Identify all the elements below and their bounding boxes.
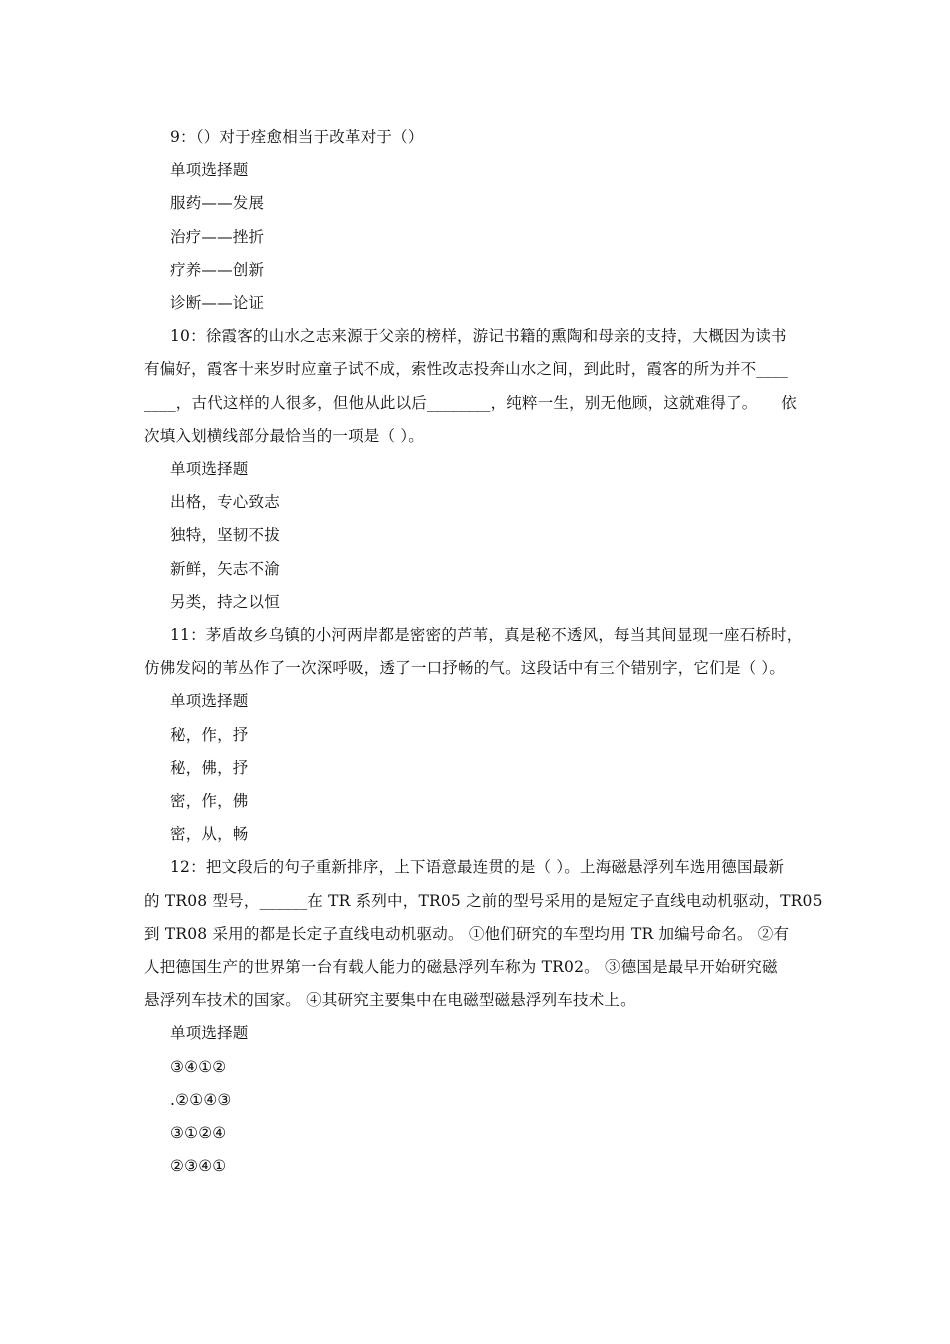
question-11 [144, 619, 808, 851]
answer-option[interactable]: ③①②④ [170, 1124, 227, 1143]
question-type-label: 单项选择题 [170, 1024, 249, 1043]
answer-option[interactable]: 独特，坚韧不拔 [170, 526, 280, 545]
question-stem-line: 仿佛发闷的苇丛作了一次深呼吸，透了一口抒畅的气。这段话中有三个错别字，它们是（ ）。 [144, 659, 786, 678]
answer-option[interactable]: 新鲜，矢志不渝 [170, 559, 280, 578]
question-type-label: 单项选择题 [170, 161, 249, 180]
question-stem-line: 人把德国生产的世界第一台有载人能力的磁悬浮列车称为 TR02。 ③德国是最早开始研究磁 [144, 958, 778, 977]
question-10 [144, 320, 808, 619]
answer-option[interactable]: 密，从，畅 [170, 825, 249, 844]
answer-option[interactable]: 治疗——挫折 [170, 227, 265, 246]
question-type-label: 单项选择题 [170, 692, 249, 711]
answer-option[interactable]: 疗养——创新 [170, 260, 265, 279]
question-stem-line: 11：茅盾故乡乌镇的小河两岸都是密密的芦苇，真是秘不透风，每当其间显现一座石桥时， [170, 626, 803, 645]
question-stem-line: 到 TR08 采用的都是长定子直线电动机驱动。 ①他们研究的车型均用 TR 加编号命名。 ②有 [144, 924, 790, 943]
question-12 [144, 851, 823, 1183]
question-list [144, 121, 823, 1184]
answer-option[interactable]: 另类，持之以恒 [170, 592, 280, 611]
question-type-label: 单项选择题 [170, 460, 249, 479]
question-9 [144, 121, 808, 320]
question-stem-line: ____，古代这样的人很多，但他从此以后________，纯粹一生，别无他顾，这就难得了。 依 [144, 393, 797, 412]
answer-option[interactable]: 诊断——论证 [170, 294, 265, 313]
question-stem-line: 的 TR08 型号，______在 TR 系列中，TR05 之前的型号采用的是短定子直线电动机驱动，TR05 [144, 891, 823, 910]
answer-option[interactable]: 出格，专心致志 [170, 493, 280, 512]
question-stem-line: 悬浮列车技术的国家。 ④其研究主要集中在电磁型磁悬浮列车技术上。 [144, 991, 636, 1010]
answer-option[interactable]: ③④①② [170, 1057, 227, 1076]
question-stem-line: 12：把文段后的句子重新排序，上下语意最连贯的是（ ）。上海磁悬浮列车选用德国最新 [170, 858, 785, 877]
answer-option[interactable]: 密，作，佛 [170, 792, 249, 811]
answer-option[interactable]: 秘，作，抒 [170, 725, 249, 744]
question-stem-line: 10：徐霞客的山水之志来源于父亲的榜样，游记书籍的熏陶和母亲的支持，大概因为读书 [170, 327, 787, 346]
question-stem-line: 9：（）对于痊愈相当于改革对于（） [170, 128, 424, 146]
answer-option[interactable]: 秘，佛，抒 [170, 758, 249, 777]
answer-option[interactable]: 服药——发展 [170, 194, 265, 213]
question-stem-line: 次填入划横线部分最恰当的一项是（ ）。 [144, 426, 424, 445]
question-stem-line: 有偏好，霞客十来岁时应童子试不成，索性改志投奔山水之间，到此时，霞客的所为并不____ [144, 360, 789, 379]
answer-option[interactable]: ②③④① [170, 1157, 227, 1176]
answer-option[interactable]: .②①④③ [170, 1090, 232, 1109]
